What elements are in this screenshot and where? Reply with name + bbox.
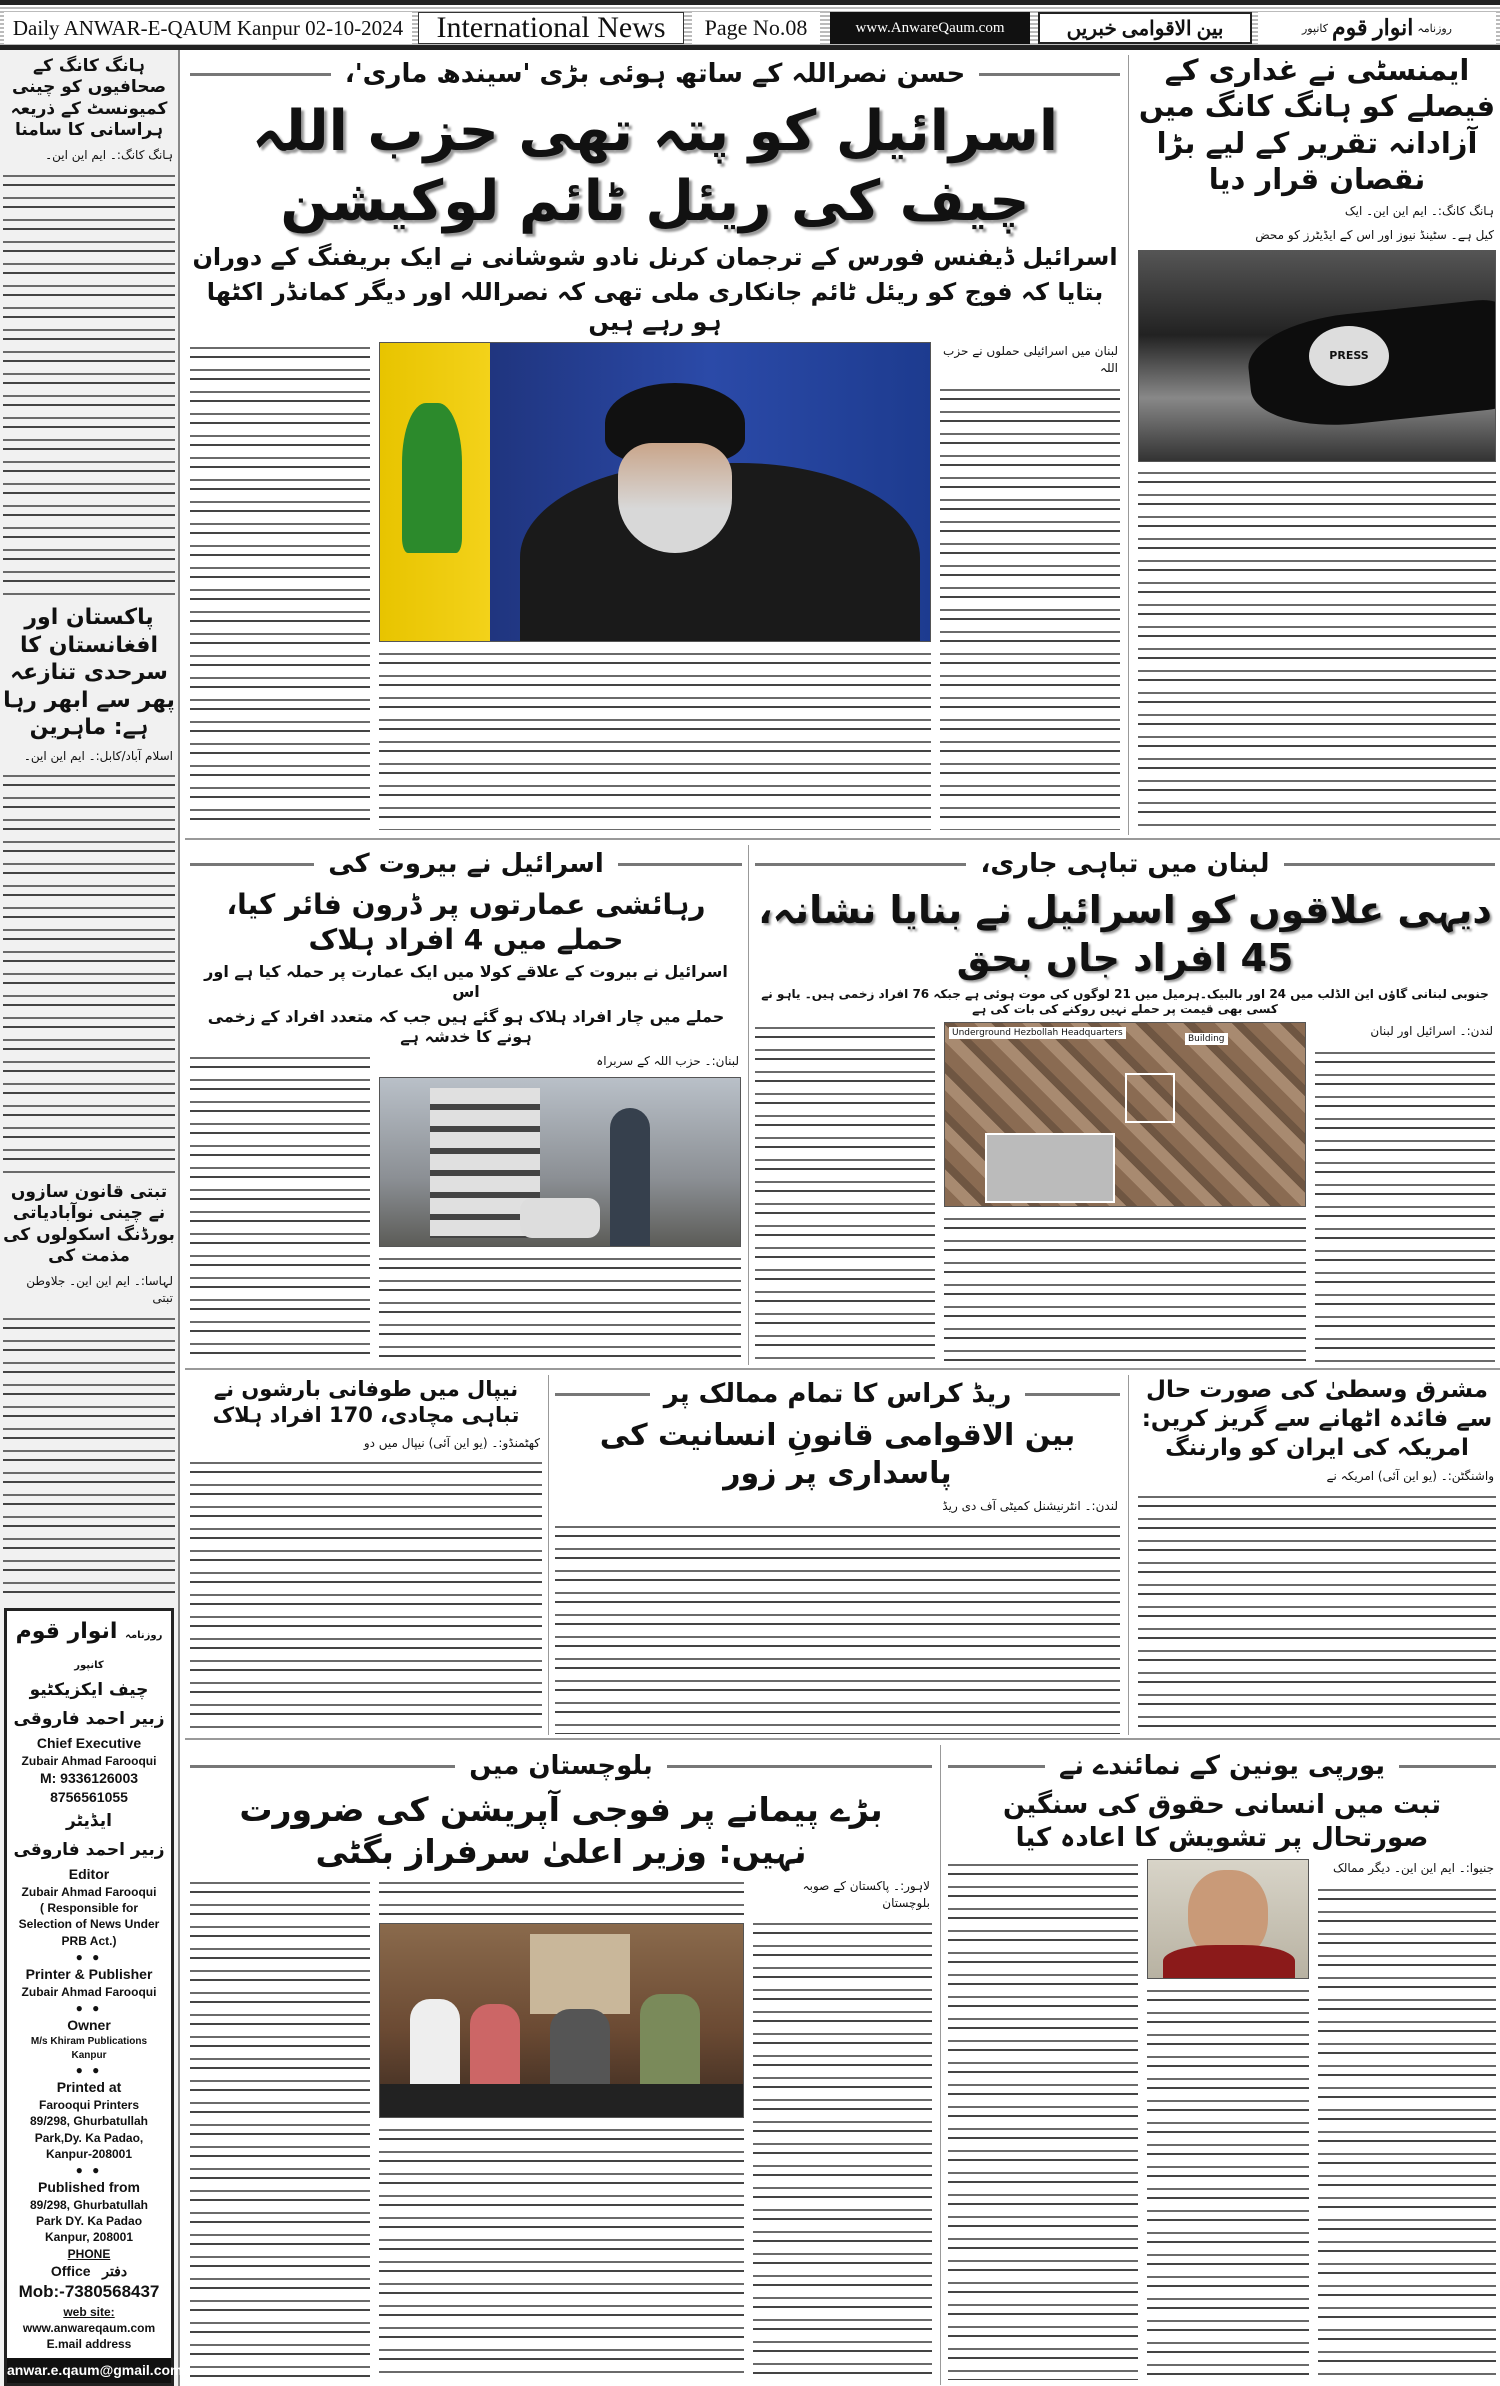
story-subheadline: اسرائیل نے بیروت کے علاقے کولا میں ایک عمارت پر حملہ کیا ہے اور اس xyxy=(204,962,728,1002)
story-headline: مشرق وسطیٰ کی صورت حال سے فائدہ اٹھانے سے گریز کریں: امریکہ کی ایران کو وارننگ xyxy=(1141,1377,1493,1461)
office-mobile: Mob:-7380568437 xyxy=(18,2281,160,2301)
kicker-text: اسرائیل نے بیروت کی xyxy=(328,849,604,879)
press-conference-photo xyxy=(379,1923,744,2118)
story-headline: رہائشی عمارتوں پر ڈرون فائر کیا، حملے میں 4 افراد ہلاک xyxy=(226,888,706,957)
story-lead: واشنگٹن:۔ (یو این آئی) امریکہ نے xyxy=(1326,1469,1494,1484)
main-headline: اسرائیل کو پتہ تھی حزب اللہ چیف کی ریئل ٹائم لوکیشن xyxy=(251,99,1059,235)
story-headline: ایمنسٹی نے غداری کے فیصلے کو ہانگ کانگ میں آزادانہ تقریر کے لیے بڑا نقصان قرار دیا xyxy=(1138,53,1496,196)
kicker-text: بلوچستان میں xyxy=(469,1751,653,1781)
story-lead: لندن:۔ انٹرنیشنل کمیٹی آف دی ریڈ xyxy=(942,1499,1118,1514)
story-body-text xyxy=(948,1859,1138,2380)
masthead-box xyxy=(4,1608,183,2386)
printed-at-label: Printed at xyxy=(56,2079,122,2096)
story-body-text xyxy=(1147,1985,1309,2380)
beirut-strike-photo xyxy=(379,1077,741,1247)
story-lead: لبنان:۔ حزب اللہ کے سربراہ xyxy=(596,1054,739,1069)
tibet-eu-story xyxy=(948,1748,1496,2380)
story-body-text xyxy=(190,1457,542,1734)
story-lead: کیل ہے۔ سٹینڈ نیوز اور اس کے ایڈیٹرز کو محض xyxy=(1255,227,1494,242)
story-body-text xyxy=(3,1313,175,1601)
story-headline: پاکستان اور افغانستان کا سرحدی تنازعہ پھر سے ابھر رہا ہے: ماہرین xyxy=(3,605,175,740)
story-body-text xyxy=(753,1918,932,2380)
story-subheadline: حملے میں چار افراد ہلاک ہو گئے ہیں جب کہ متعدد افراد کے زخمی ہونے کا خدشہ ہے xyxy=(207,1007,725,1047)
story-body-text xyxy=(190,1052,370,1362)
published-from-label: Published from xyxy=(38,2179,140,2196)
mobile-number: M: 9336126003 xyxy=(39,1770,139,1787)
story-lead: ہانگ کانگ:۔ ایم این این۔ xyxy=(45,148,173,162)
story-lead: اسلام آباد/کابل:۔ ایم این این۔ xyxy=(23,748,173,763)
red-cross-story xyxy=(555,1376,1120,1734)
printer-address: 89/298, Ghurbatullah Park,Dy. Ka Padao, Kanpur-208001 xyxy=(29,2114,149,2161)
story-body-text xyxy=(190,342,370,830)
story-lead: لبنان میں اسرائیلی حملوں نے حزب اللہ xyxy=(943,344,1118,376)
phone-label: PHONE xyxy=(67,2246,111,2261)
story-body-text xyxy=(3,770,175,1174)
nasrallah-photo xyxy=(379,342,931,642)
story-kicker xyxy=(190,1748,932,1784)
website-link[interactable]: www.AnwareQaum.com xyxy=(830,12,1030,44)
flag-emblem xyxy=(402,403,462,553)
balochistan-story xyxy=(190,1748,932,2380)
separator-dots: ● ● xyxy=(75,1949,103,1964)
prb-note: ( Responsible for Selection of News Under PRB Act.) xyxy=(18,1901,160,1948)
story-headline: تبت میں انسانی حقوق کی سنگین صورتحال پر تشویش کا اعادہ کیا xyxy=(1003,1790,1441,1853)
story-columns xyxy=(190,1877,932,2380)
logo-text: انوار قوم xyxy=(15,1619,118,1645)
owner-label: Owner xyxy=(67,2017,111,2034)
tibetan-monk-photo xyxy=(1147,1859,1309,1979)
story-columns xyxy=(190,1052,742,1362)
story-lead: لہاسا:۔ ایم این این۔ جلاوطن تبتی xyxy=(26,1274,173,1305)
name-urdu: زبیر احمد فاروقی xyxy=(13,1840,165,1861)
website-link[interactable]: www.anwareqaum.com xyxy=(22,2320,156,2335)
kicker-text: یورپی یونین کے نمائندے نے xyxy=(1058,1751,1386,1781)
story-body-text xyxy=(555,1521,1120,1734)
story-headline: بین الاقوامی قانونِ انسانیت کی پاسداری پر زور xyxy=(599,1418,1076,1491)
name-urdu: زبیر احمد فاروقی xyxy=(13,1709,165,1730)
story-headline: تبتی قانون سازوں نے چینی نوآبادیاتی بورڈنگ اسکولوں کی مذمت کی xyxy=(3,1182,175,1266)
person xyxy=(610,1108,650,1247)
website-label: web site: xyxy=(63,2304,115,2319)
logo-prefix: روزنامہ xyxy=(1417,22,1452,35)
story-body-text xyxy=(379,648,931,830)
left-story xyxy=(3,604,175,1174)
story-columns xyxy=(755,1022,1495,1362)
date-line: Daily ANWAR-E-QAUM Kanpur 02-10-2024 xyxy=(4,12,412,44)
story-headline: دیہی علاقوں کو اسرائیل نے بنایا نشانہ، 45 افراد جاں بحق xyxy=(758,888,1492,980)
portrait-frame xyxy=(530,1934,630,2014)
owner-name: M/s Khiram Publications xyxy=(30,2036,148,2048)
main-kicker xyxy=(190,56,1120,92)
story-body-text xyxy=(379,1877,744,1917)
map-label: Underground Hezbollah Headquarters xyxy=(949,1027,1126,1039)
hong-kong-protest-photo xyxy=(1138,250,1496,462)
story-body-text xyxy=(3,170,175,596)
chief-executive-urdu: چیف ایکزیکٹیو xyxy=(29,1680,149,1701)
email-label: E.mail address xyxy=(46,2336,132,2351)
masthead-logo xyxy=(7,1617,171,1676)
left-sidebar-column xyxy=(0,50,183,2386)
story-columns xyxy=(948,1859,1496,2380)
separator-dots: ● ● xyxy=(75,2063,103,2078)
logo-city: کانپور xyxy=(74,1659,104,1671)
middle-east-story xyxy=(1138,1376,1496,1734)
logo-prefix: روزنامہ xyxy=(125,1630,163,1642)
story-subheadline: جنوبی لبنانی گاؤں این الڈلب میں 24 اور بالبیک۔ہرمیل میں 21 لوگوں کی موت ہوئی ہے جبکہ 76 افراد زخمی ہیں۔ یاہو نے کسی بھی قیمت پر حملے نہیں روکنے کی بات کی ہے xyxy=(761,987,1489,1017)
story-body-text xyxy=(1315,1047,1495,1362)
editor-name: Zubair Ahmad Farooqui xyxy=(21,1884,157,1899)
kicker-text: حسن نصراللہ کے ساتھ ہوئی بڑی 'سیندھ ماری'، xyxy=(344,59,966,89)
printer-publisher-label: Printer & Publisher xyxy=(25,1965,153,1982)
story-headline: نیپال میں طوفانی بارشوں نے تباہی مچادی، 170 افراد ہلاک xyxy=(212,1377,520,1428)
story-body-text xyxy=(755,1022,935,1362)
publisher-address: 89/298, Ghurbatullah Park DY. Ka Padao Kanpur, 208001 xyxy=(29,2197,149,2245)
story-lead: ہانگ کانگ:۔ ایم این این۔ ایک xyxy=(1344,204,1494,218)
mobile-number: 8756561055 xyxy=(50,1789,128,1806)
story-kicker xyxy=(190,846,742,882)
map-building-outline xyxy=(1125,1073,1175,1123)
office-label-urdu: دفتر xyxy=(102,2262,128,2279)
left-story xyxy=(3,56,175,596)
separator-dots: ● ● xyxy=(75,2162,103,2177)
lebanon-story xyxy=(755,846,1495,1362)
logo-city: کانپور xyxy=(1302,22,1328,35)
owner-city: Kanpur xyxy=(71,2049,107,2061)
page-header xyxy=(0,0,1500,50)
monk-robe xyxy=(1163,1945,1295,1979)
editor-urdu: ایڈیٹر xyxy=(66,1811,112,1832)
main-story xyxy=(190,56,1120,830)
story-kicker xyxy=(755,846,1495,882)
story-body-text xyxy=(1138,1491,1496,1734)
kicker-text: ریڈ کراس کا تمام ممالک پر xyxy=(663,1379,1012,1409)
chief-executive-name: Zubair Ahmad Farooqui xyxy=(21,1754,157,1769)
story-columns xyxy=(190,342,1120,830)
printer-name: Farooqui Printers xyxy=(38,2098,139,2113)
main-subheadline: اسرائیل ڈیفنس فورس کے ترجمان کرنل نادو شوشانی نے ایک بریفنگ کے دوران xyxy=(192,243,1118,272)
story-body-text xyxy=(1318,1884,1496,2380)
table xyxy=(380,2084,744,2118)
publisher-name: Zubair Ahmad Farooqui xyxy=(21,1984,157,1999)
story-body-text xyxy=(190,1877,370,2380)
story-body-text xyxy=(1138,467,1496,830)
beirut-story xyxy=(190,846,742,1362)
page-number: Page No.08 xyxy=(692,12,820,44)
press-helmet: PRESS xyxy=(1309,326,1389,386)
nepal-story xyxy=(190,1376,542,1734)
editor-label: Editor xyxy=(68,1866,110,1883)
left-story xyxy=(3,1182,175,1600)
story-headline: بڑے پیمانے پر فوجی آپریشن کی ضرورت نہیں: وزیر اعلیٰ سرفراز بگٹی xyxy=(239,1790,883,1871)
story-lead: کھٹمنڈو:۔ (یو این آئی) نیپال میں دو xyxy=(363,1435,540,1450)
logo-text: انوار قوم xyxy=(1331,15,1414,40)
kicker-text: لبنان میں تباہی جاری، xyxy=(980,849,1270,879)
figure-face xyxy=(618,443,732,553)
separator-dots: ● ● xyxy=(75,2000,103,2015)
story-headline: ہانگ کانگ کے صحافیوں کو چینی کمیونسٹ کے ذریعہ ہراسانی کا سامنا xyxy=(10,56,168,140)
section-title: International News xyxy=(418,12,684,44)
story-lead: لاہور:۔ پاکستان کے صوبہ بلوچستان xyxy=(802,1878,930,1910)
chief-executive-label: Chief Executive xyxy=(36,1735,142,1752)
story-kicker xyxy=(555,1376,1120,1412)
satellite-map-photo xyxy=(944,1022,1306,1207)
story-lead: جنیوا:۔ ایم این این۔ دیگر ممالک xyxy=(1333,1861,1494,1876)
newspaper-logo xyxy=(1258,12,1496,44)
story-body-text xyxy=(379,1253,741,1362)
hong-kong-story xyxy=(1138,52,1496,830)
map-building-outline xyxy=(985,1133,1115,1203)
story-body-text xyxy=(379,2124,744,2380)
story-kicker xyxy=(948,1748,1496,1784)
office-label: Office xyxy=(50,2262,91,2279)
story-body-text xyxy=(944,1213,1306,1362)
section-title-urdu: بین الاقوامی خبریں xyxy=(1038,12,1252,44)
main-subheadline: بتایا کہ فوج کو ریئل ٹائم جانکاری ملی تھی کہ نصراللہ اور دیگر کمانڈر اکٹھا ہو رہے ہیں xyxy=(206,278,1104,337)
story-lead: لندن:۔ اسرائیل اور لبنان xyxy=(1370,1024,1493,1039)
map-label: Building xyxy=(1185,1033,1228,1045)
damaged-car xyxy=(520,1198,600,1238)
story-body-text xyxy=(940,384,1120,830)
email-address[interactable]: anwar.e.qaum@gmail.com xyxy=(7,2358,171,2383)
